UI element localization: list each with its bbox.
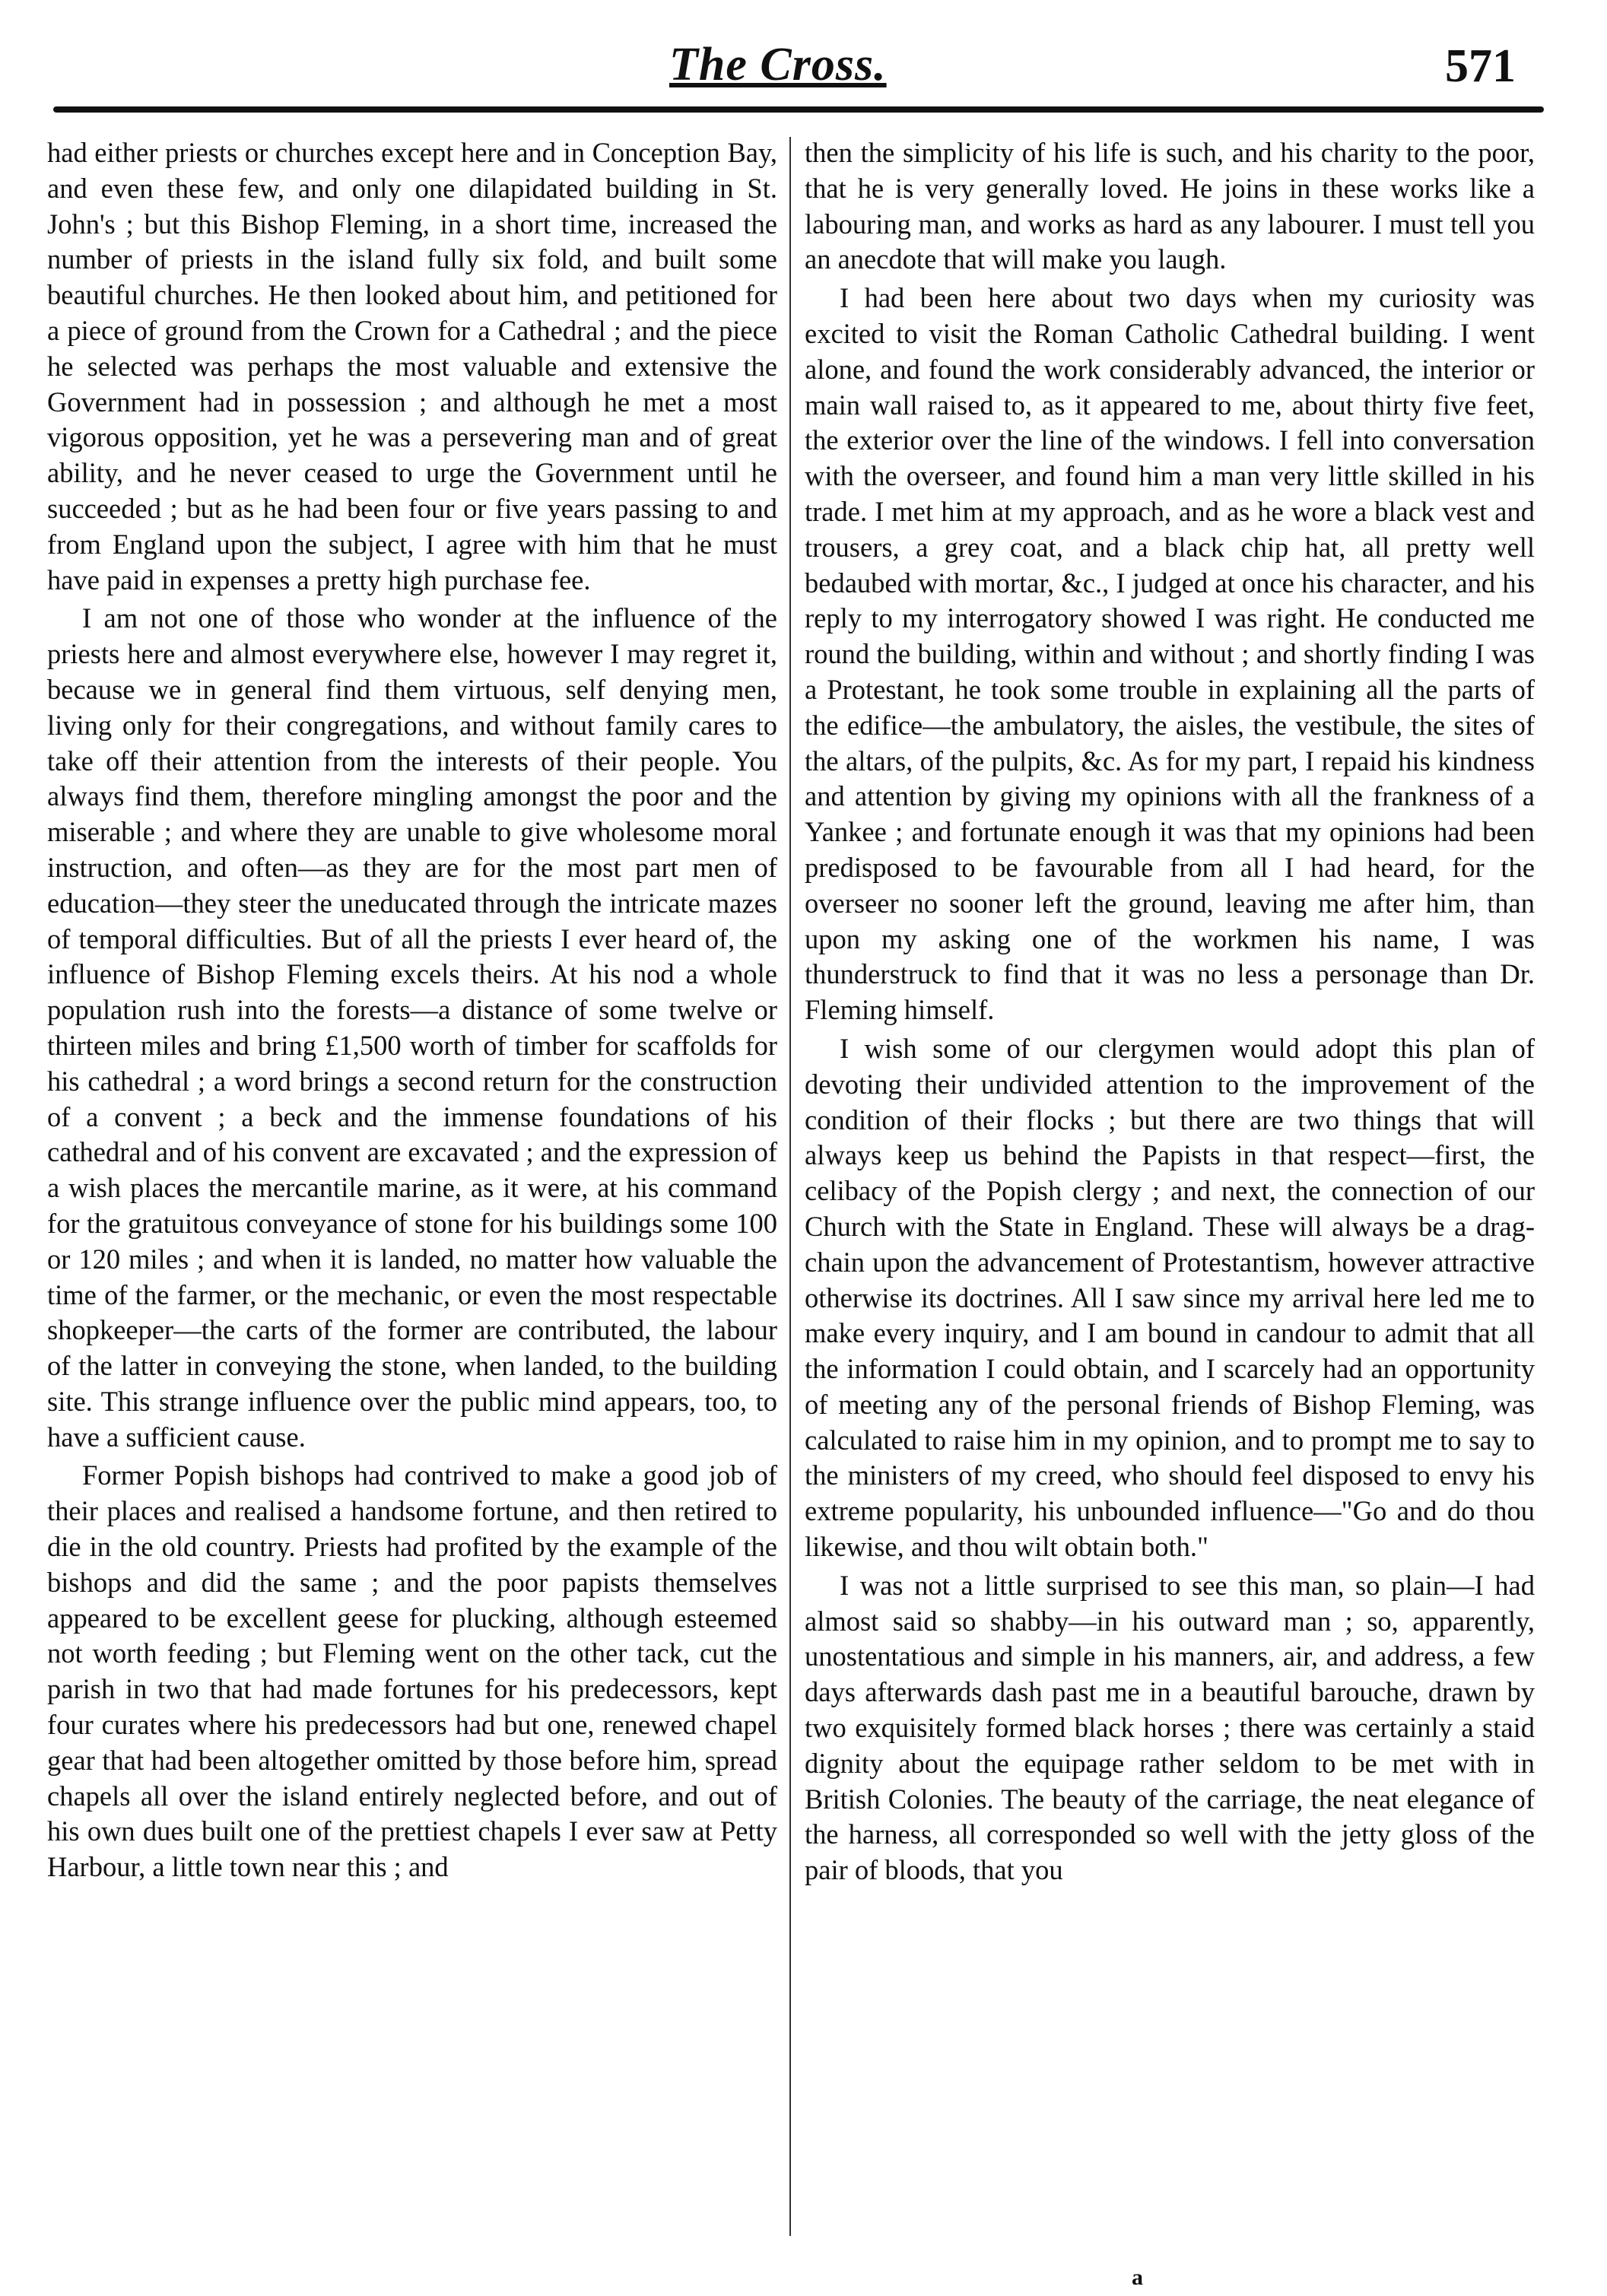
journal-title: The Cross. xyxy=(669,39,887,91)
left-paragraph-1: had either priests or churches except here and in Conception Bay, and even these few, and only one dilapidated building in St. John's ; but this Bishop Fleming, in a short time, increased the number of priests in the island fully six fold, and built some beautiful churches. He then looked about him, and petitioned for a piece of ground from the Crown for a Cathedral ; and the piece he selected was perhaps the most valuable and extensive the Government had in possession ; and although he met a most vigorous opposition, yet he was a persevering man and of great ability, and he never ceased to urge the Government until he succeeded ; but as he had been four or five years passing to and from England upon the subject, I agree with him that he must have paid in expenses a pretty high purchase fee. xyxy=(47,137,777,595)
header-rule xyxy=(53,106,1544,113)
left-paragraph-3: Former Popish bishops had contrived to make a good job of their places and realised a handsome fortune, and then retired to die in the old country. Priests had profited by the example of the bishops and did the same ; and the poor papists themselves appeared to be excellent geese for plucking, although esteemed not worth feeding ; but Fleming went on the other tack, cut the parish in two that had made fortunes for his predecessors, kept four curates where his predecessors had but one, renewed chapel gear that had been altogether omitted by those before him, spread chapels all over the island entirely neglected before, and out of his own dues built one of the prettiest chapels I ever saw at Petty Harbour, a little town near this ; and xyxy=(47,1459,777,1883)
column-divider xyxy=(789,137,791,2236)
footer-signature-mark: a xyxy=(1132,2265,1143,2290)
right-paragraph-3: I wish some of our clergymen would adopt this plan of devoting their undivided attention to the improvement of the condition of their flocks ; but there are two things that will always keep us behind the Papists in that respect—first, the celibacy of the Popish clergy ; and next, the connection of our Church with the State in England. These will always be a drag-chain upon the advancement of Protestantism, however attractive otherwise its doctrines. All I saw since my arrival here led me to make every inquiry, and I am bound in candour to admit that all the information I could obtain, and I scarcely had an opportunity of meeting any of the personal friends of Bishop Fleming, was calculated to raise him in my opinion, and to prompt me to say to the ministers of my creed, who should feel disposed to envy his extreme popularity, his unbounded influence—"Go and do thou likewise, and thou wilt obtain both." xyxy=(805,1032,1535,1563)
page-number: 571 xyxy=(1445,40,1516,92)
right-paragraph-2: I had been here about two days when my curiosity was excited to visit the Roman Catholic Cathedral building. I went alone, and found the work considerably advanced, the interior or main wall raised to, as it appeared to me, about thirty five feet, the exterior over the line of the windows. I fell into conversation with the overseer, and found him a man very little skilled in his trade. I met him at my approach, and as he wore a black vest and trousers, a grey coat, and a black chip hat, all pretty well bedaubed with mortar, &c., I judged at once his character, and his reply to my interrogatory showed I was right. He conducted me round the building, within and without ; and shortly finding I was a Protestant, he took some trouble in explaining all the parts of the edifice—the ambulatory, the aisles, the vestibule, the sites of the altars, of the pulpits, &c. As for my part, I repaid his kindness and attention by giving my opinions with all the frankness of a Yankee ; and fortunate enough it was that my opinions had been predisposed to be favourable from all I had heard, for the overseer no sooner left the ground, leaving me after him, than upon my asking one of the workmen his name, I was thunderstruck to find that it was no less a personage than Dr. Fleming himself. xyxy=(805,282,1535,1026)
right-paragraph-1: then the simplicity of his life is such, and his charity to the poor, that he is very generally loved. He joins in these works like a labouring man, and works as hard as any labourer. I must tell you an anecdote that will make you laugh. xyxy=(805,137,1535,275)
left-column xyxy=(47,135,777,1885)
right-column xyxy=(805,135,1535,1888)
right-paragraph-4: I was not a little surprised to see this man, so plain—I had almost said so shabby—in his outward man ; so, apparently, unostentatious and simple in his manners, air, and address, a few days afterwards dash past me in a beautiful barouche, drawn by two exquisitely formed black horses ; there was certainly a staid dignity about the equipage rather seldom to be met with in British Colonies. The beauty of the carriage, the neat elegance of the harness, all corresponded so well with the jetty gloss of the pair of bloods, that you xyxy=(805,1569,1535,1886)
running-head xyxy=(0,30,1607,114)
left-paragraph-2: I am not one of those who wonder at the influence of the priests here and almost everywhere else, however I may regret it, because we in general find them virtuous, self denying men, living only for their congregations, and without family cares to take off their attention from the interests of their people. You always find them, therefore mingling amongst the poor and the miserable ; and where they are unable to give wholesome moral instruction, and often—as they are for the most part men of education—they steer the uneducated through the intricate mazes of temporal difficulties. But of all the priests I ever heard of, the influence of Bishop Fleming excels theirs. At his nod a whole population rush into the forests—a distance of some twelve or thirteen miles and bring £1,500 worth of timber for scaffolds for his cathedral ; a word brings a second return for the construction of a convent ; a beck and the immense foundations of his cathedral and of his convent are excavated ; and the expression of a wish places the mercantile marine, as it were, at his command for the gratuitous conveyance of stone for his buildings some 100 or 120 miles ; and when it is landed, no matter how valuable the time of the farmer, or the mechanic, or even the most respectable shopkeeper—the carts of the former are contributed, the labour of the latter in conveying the stone, when landed, to the building site. This strange influence over the public mind appears, too, to have a sufficient cause. xyxy=(47,602,777,1453)
